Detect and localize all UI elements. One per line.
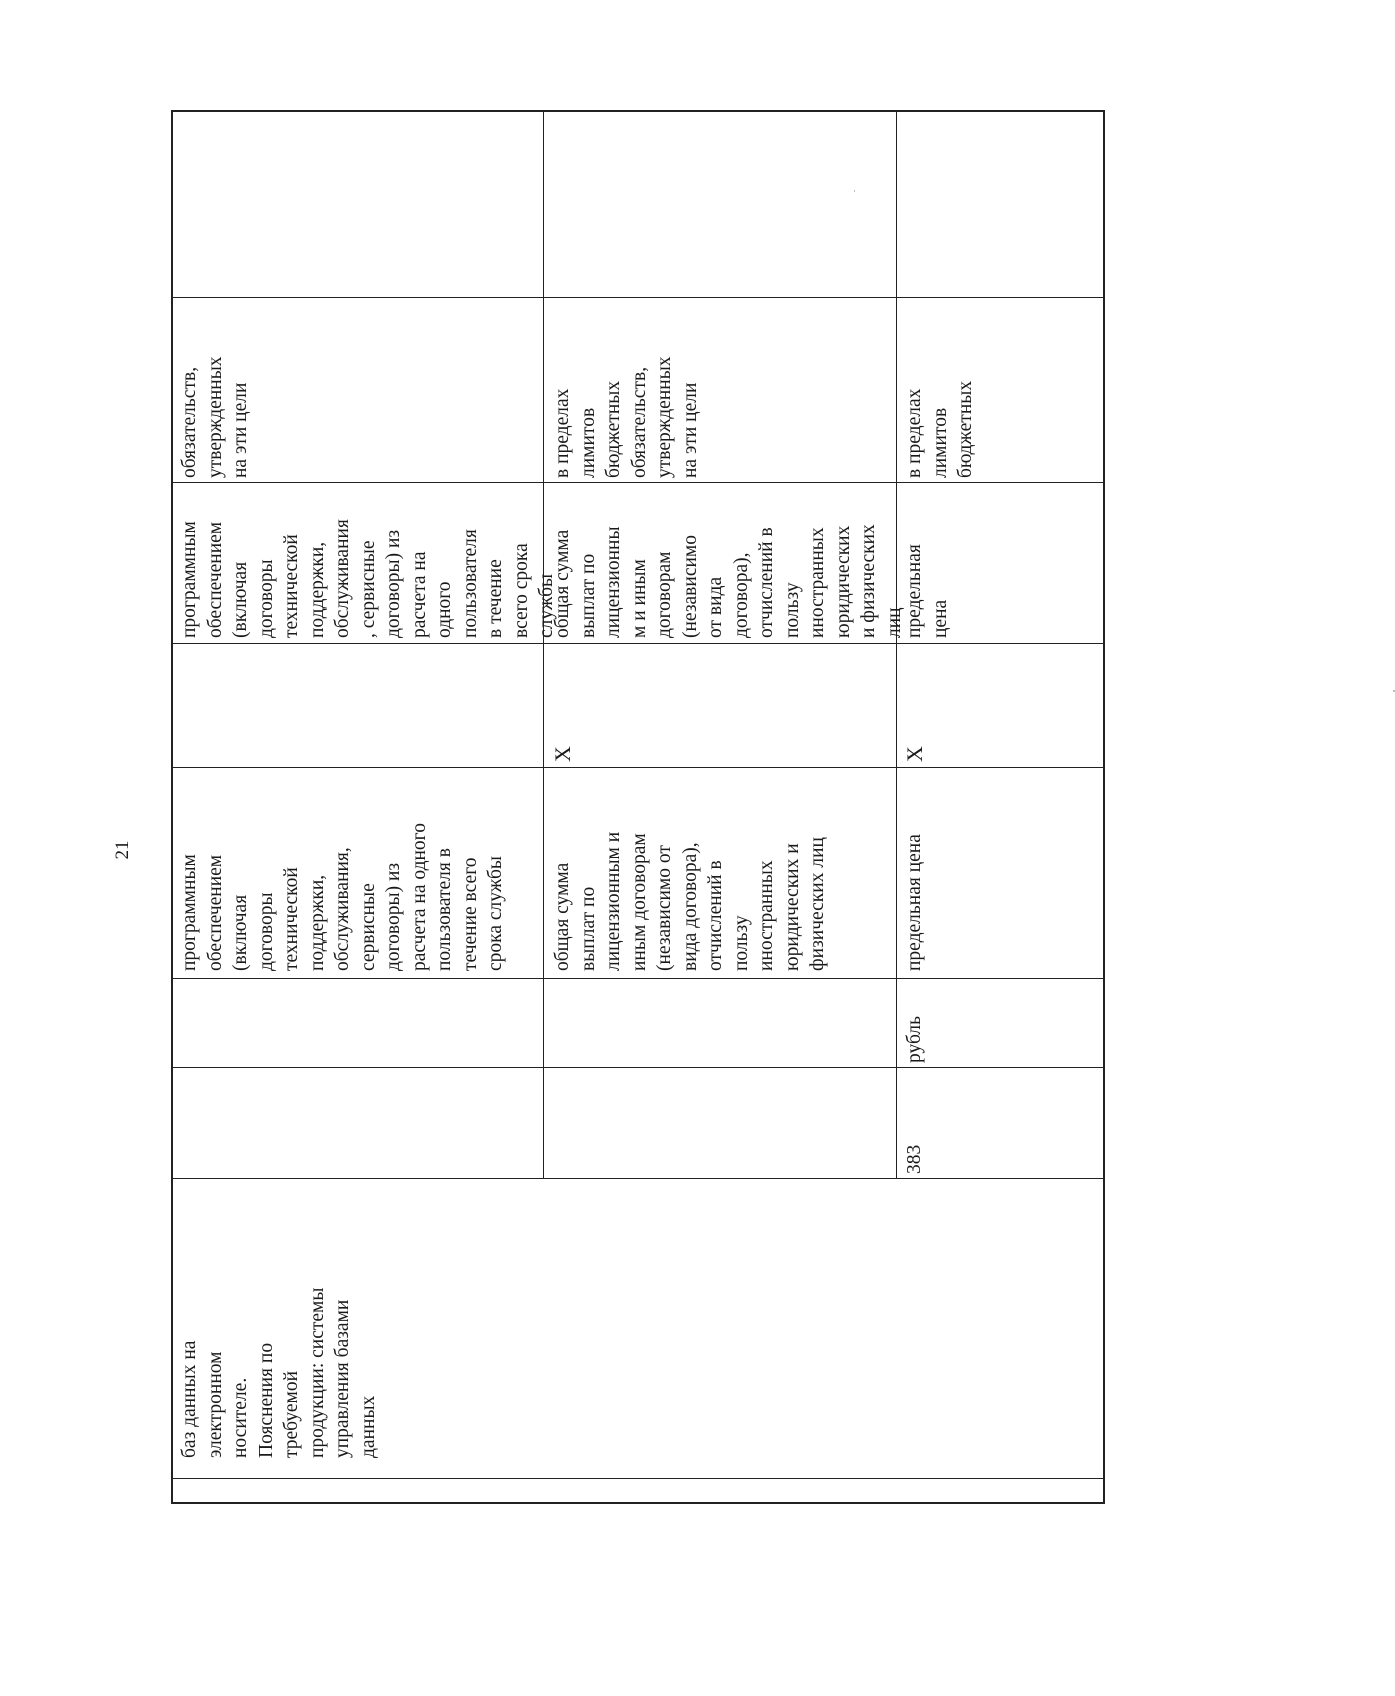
row-rule: [896, 110, 897, 1179]
row-rule: [543, 110, 544, 1179]
column-rule: [171, 1178, 1105, 1179]
table-border-right: [171, 110, 1105, 112]
not-applicable-mark: X: [902, 746, 927, 762]
norm-characteristic-name: предельная цена: [904, 834, 925, 971]
approved-characteristic-name: программным обеспечением (включая договоры технической поддержки, обслуживания , сервисные договоры) из расчета на одного пользователя в течение всего срока службы: [179, 519, 557, 638]
column-rule: [171, 978, 1105, 979]
norm-characteristic-name: общая сумма выплат по лицензионным и иным договорам (независимо от вида договора), отчислений в пользу иностранных юридических и физических лиц: [552, 831, 828, 971]
column-rule: [171, 767, 1105, 768]
requirements-table: [171, 110, 1105, 1504]
column-rule: [171, 482, 1105, 483]
column-rule: [171, 643, 1105, 644]
column-rule: [171, 1067, 1105, 1068]
norm-characteristic-name: программным обеспечением (включая договоры технической поддержки, обслуживания, сервисные договоры) из расчета на одного пользователя в течение всего срока службы: [179, 823, 506, 971]
approved-characteristic-name: предельная цена: [904, 544, 951, 638]
limit-text: в пределах лимитов бюджетных: [904, 380, 976, 478]
approved-characteristic-name: общая сумма выплат по лицензионны м и иным договорам (независимо от вида договора), отчислений в пользу иностранных юридических и физических лиц: [552, 524, 905, 638]
table-border-left: [171, 1502, 1105, 1504]
limit-text: в пределах лимитов бюджетных обязательств, утвержденных на эти цели: [552, 356, 701, 478]
table-border-bottom: [1103, 110, 1105, 1504]
limit-text: обязательств, утвержденных на эти цели: [179, 356, 251, 478]
product-description: баз данных на электронном носителе. Пояснения по требуемой продукции: системы управления базами данных: [179, 1287, 379, 1458]
column-rule: [171, 297, 1105, 298]
not-applicable-mark: X: [550, 746, 575, 762]
column-rule: [171, 1478, 1105, 1479]
scan-speck: [854, 190, 855, 192]
unit-name: рубль: [904, 1015, 925, 1063]
okei-code: 383: [904, 1144, 925, 1174]
table-border-top: [171, 110, 173, 1504]
page-number: 21: [112, 840, 133, 860]
